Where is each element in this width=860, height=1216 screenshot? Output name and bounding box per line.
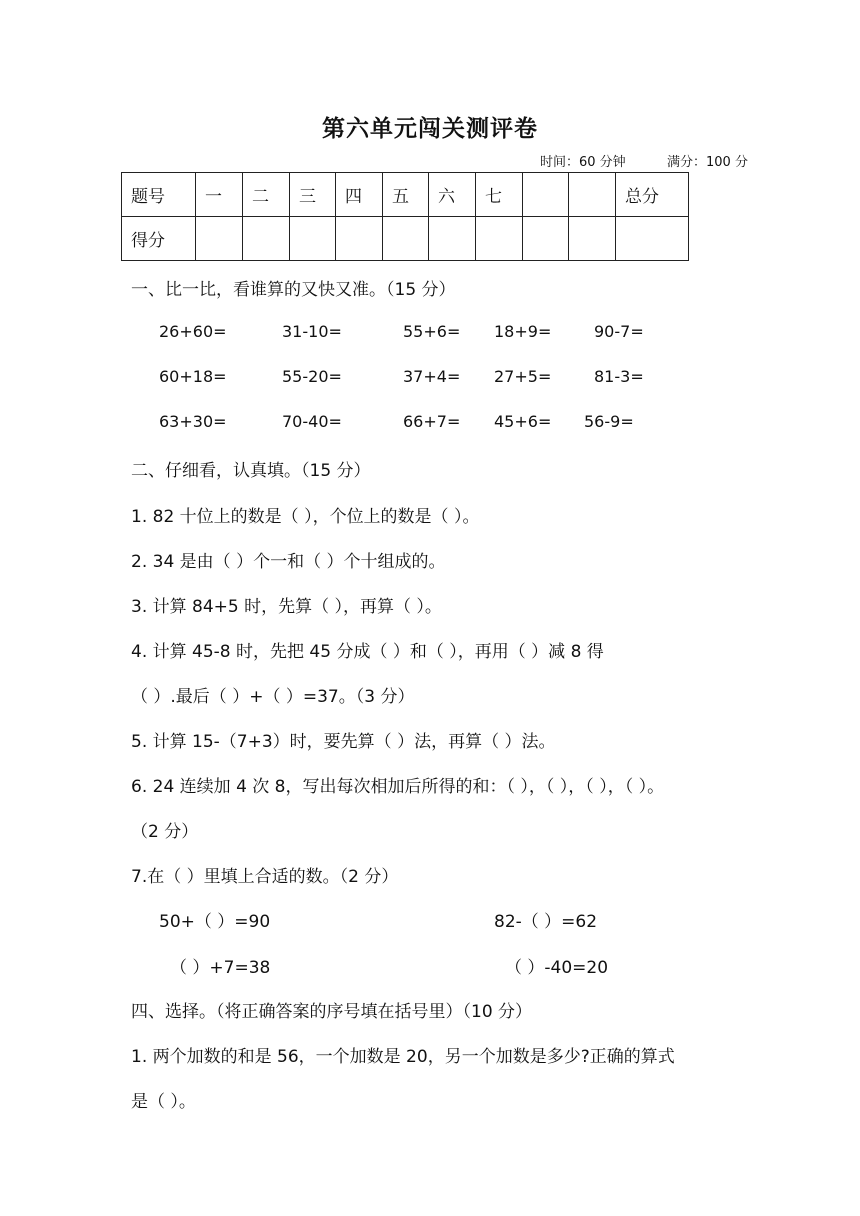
calc-problem: 70-40= — [282, 412, 342, 431]
header-cell — [523, 173, 569, 217]
section2-heading: 二、仔细看，认真填。（15 分） — [131, 461, 371, 481]
score-cell[interactable] — [383, 217, 429, 261]
calc-problem: 90-7= — [594, 322, 644, 341]
score-cell[interactable] — [290, 217, 336, 261]
calc-problem: 37+4= — [403, 367, 461, 386]
question-3: 3. 计算 84+5 时，先算（ ），再算（ ）。 — [131, 597, 442, 617]
question-4-line2: （ ）.最后（ ）+（ ）=37。（3 分） — [131, 687, 415, 707]
section1-heading: 一、比一比，看谁算的又快又准。（15 分） — [131, 280, 456, 300]
calc-problem: 31-10= — [282, 322, 342, 341]
fill-item: 50+（ ）=90 — [159, 912, 271, 932]
choice-question-1-line1: 1. 两个加数的和是 56，一个加数是 20，另一个加数是多少?正确的算式 — [131, 1047, 675, 1067]
page-title: 第六单元闯关测评卷 — [322, 115, 538, 142]
question-5: 5. 计算 15-（7+3）时，要先算（ ）法，再算（ ）法。 — [131, 732, 556, 752]
score-cell[interactable] — [196, 217, 243, 261]
score-cell[interactable] — [523, 217, 569, 261]
header-cell: 一 — [196, 173, 243, 217]
score-table-score-row — [122, 217, 689, 261]
header-cell — [569, 173, 616, 217]
question-2: 2. 34 是由（ ）个一和（ ）个十组成的。 — [131, 552, 446, 572]
header-cell: 二 — [243, 173, 290, 217]
header-cell: 四 — [336, 173, 383, 217]
question-1: 1. 82 十位上的数是（ ），个位上的数是（ ）。 — [131, 507, 480, 527]
calc-problem: 66+7= — [403, 412, 461, 431]
header-cell: 总分 — [616, 173, 689, 217]
header-cell: 五 — [383, 173, 429, 217]
score-row-label: 得分 — [122, 217, 196, 261]
question-7: 7.在（ ）里填上合适的数。（2 分） — [131, 867, 399, 887]
header-cell: 七 — [476, 173, 523, 217]
calc-problem: 45+6= — [494, 412, 552, 431]
score-cell[interactable] — [476, 217, 523, 261]
fill-item: （ ）+7=38 — [170, 958, 271, 978]
score-cell[interactable] — [243, 217, 290, 261]
header-cell: 题号 — [122, 173, 196, 217]
question-6-line1: 6. 24 连续加 4 次 8，写出每次相加后所得的和：（ ），（ ），（ ），（ ）。 — [131, 777, 665, 797]
header-cell: 三 — [290, 173, 336, 217]
calc-problem: 18+9= — [494, 322, 552, 341]
score-cell[interactable] — [616, 217, 689, 261]
section4-heading: 四、选择。（将正确答案的序号填在括号里）（10 分） — [131, 1002, 533, 1022]
question-6-line2: （2 分） — [131, 822, 199, 842]
full-score: 满分：100 分 — [667, 155, 748, 170]
calc-problem: 60+18= — [159, 367, 227, 386]
score-cell[interactable] — [569, 217, 616, 261]
question-4-line1: 4. 计算 45-8 时，先把 45 分成（ ）和（ ），再用（ ）减 8 得 — [131, 642, 604, 662]
calc-problem: 55-20= — [282, 367, 342, 386]
calc-problem: 27+5= — [494, 367, 552, 386]
calc-problem: 55+6= — [403, 322, 461, 341]
calc-problem: 63+30= — [159, 412, 227, 431]
calc-problem: 56-9= — [584, 412, 634, 431]
time-limit: 时间：60 分钟 — [540, 155, 626, 170]
calc-problem: 81-3= — [594, 367, 644, 386]
calc-problem: 26+60= — [159, 322, 227, 341]
fill-item: 82-（ ）=62 — [494, 912, 598, 932]
score-table-header-row — [122, 173, 689, 217]
header-cell: 六 — [429, 173, 476, 217]
score-cell[interactable] — [336, 217, 383, 261]
score-table — [121, 172, 689, 261]
fill-item: （ ）-40=20 — [505, 958, 609, 978]
score-cell[interactable] — [429, 217, 476, 261]
choice-question-1-line2: 是（ ）。 — [131, 1092, 196, 1112]
